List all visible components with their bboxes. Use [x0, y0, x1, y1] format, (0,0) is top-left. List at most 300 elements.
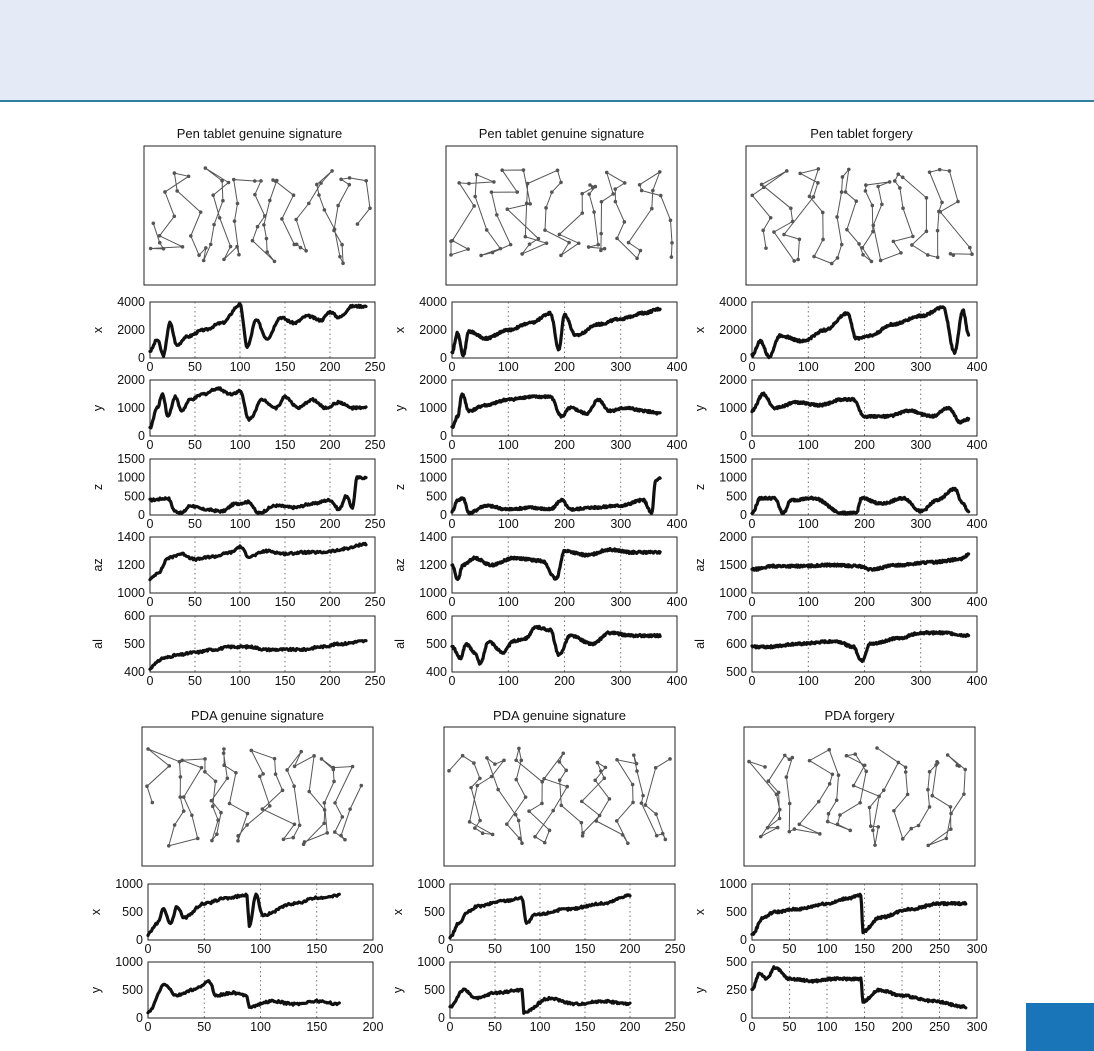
- signature-sample-point: [227, 181, 231, 185]
- signature-sample-point: [873, 843, 877, 847]
- signature-sample-point: [515, 190, 519, 194]
- x-tick-label: 200: [362, 1020, 384, 1034]
- signature-sample-point: [457, 181, 461, 185]
- signature-sample-point: [871, 204, 875, 208]
- y-axis-label: x: [393, 326, 407, 334]
- signature-sample-point: [817, 167, 821, 171]
- signature-sample-point: [202, 259, 206, 263]
- subplot-az: [693, 530, 987, 609]
- x-tick-label: 250: [364, 517, 386, 531]
- signature-sample-point: [479, 254, 483, 258]
- signature-sample-point: [798, 237, 802, 241]
- axis-frame: [450, 962, 675, 1018]
- signature-sample-point: [180, 759, 184, 763]
- signature-sample-point: [938, 168, 942, 172]
- x-tick-label: 200: [362, 942, 384, 956]
- signature-sample-point: [899, 251, 903, 255]
- signature-sample-point: [517, 819, 521, 823]
- y-tick-label: 1200: [117, 558, 145, 572]
- chart-title: Pen tablet forgery: [810, 126, 913, 141]
- x-tick-label: 200: [319, 438, 341, 452]
- x-tick-label: 250: [364, 360, 386, 374]
- signature-sample-point: [273, 757, 277, 761]
- signature-sample-point: [473, 826, 477, 830]
- x-tick-label: 400: [966, 595, 988, 609]
- x-tick-label: 0: [448, 517, 456, 531]
- signature-sample-point: [475, 173, 479, 177]
- signature-sample-point: [558, 760, 562, 764]
- signature-sample-point: [152, 221, 156, 225]
- y-axis-label: x: [91, 326, 105, 334]
- signature-sample-point: [517, 747, 521, 751]
- y-tick-label: 400: [124, 665, 145, 679]
- signature-sample-point: [812, 255, 816, 259]
- x-tick-label: 50: [488, 942, 502, 956]
- signature-sample-point: [340, 243, 344, 247]
- signature-sample-point: [493, 762, 497, 766]
- signature-sample-point: [567, 241, 571, 245]
- signature-sample-point: [336, 204, 340, 208]
- x-tick-label: 400: [666, 517, 688, 531]
- signature-sample-point: [598, 814, 602, 818]
- series-line: [450, 895, 630, 938]
- signature-sample-point: [518, 837, 522, 841]
- y-tick-label: 1000: [115, 877, 143, 891]
- signature-sample-point: [962, 792, 966, 796]
- x-tick-label: 100: [797, 674, 819, 688]
- signature-sample-point: [261, 772, 265, 776]
- signature-sample-point: [949, 812, 953, 816]
- signature-sample-point: [550, 190, 554, 194]
- signature-sample-point: [222, 763, 226, 767]
- signature-sample-point: [864, 769, 868, 773]
- signature-sample-point: [197, 253, 201, 257]
- subplot-x: [693, 877, 987, 956]
- y-tick-label: 0: [138, 508, 145, 522]
- signature-sample-point: [558, 233, 562, 237]
- y-axis-label: y: [693, 986, 707, 994]
- y-axis-label: az: [91, 558, 105, 572]
- signature-sample-point: [333, 801, 337, 805]
- y-tick-label: 0: [438, 933, 445, 947]
- signature-sample-point: [968, 246, 972, 250]
- signature-sample-point: [495, 213, 499, 217]
- signature-sample-point: [841, 175, 845, 179]
- signature-sample-point: [861, 253, 865, 257]
- signature-sample-point: [222, 747, 226, 751]
- signature-sample-point: [237, 253, 241, 257]
- signature-sample-point: [605, 171, 609, 175]
- x-tick-label: 200: [854, 438, 875, 452]
- y-tick-label: 500: [426, 637, 447, 651]
- signature-sample-point: [906, 793, 910, 797]
- signature-sample-point: [461, 754, 465, 758]
- x-tick-label: 300: [910, 595, 932, 609]
- signature-sample-point: [828, 782, 832, 786]
- signature-sample-point: [791, 756, 795, 760]
- signature-sample-point: [936, 256, 940, 260]
- signature-sample-point: [870, 260, 874, 264]
- signature-sample-point: [928, 770, 932, 774]
- signature-sample-point: [491, 251, 495, 255]
- y-tick-label: 2000: [419, 373, 447, 387]
- signature-sample-point: [835, 215, 839, 219]
- x-tick-label: 150: [854, 942, 875, 956]
- signature-sample-point: [863, 763, 867, 767]
- signature-sample-point: [221, 199, 225, 203]
- signature-sample-point: [661, 832, 665, 836]
- signature-sample-point: [838, 813, 842, 817]
- x-tick-label: 100: [529, 942, 551, 956]
- x-tick-label: 400: [966, 517, 988, 531]
- x-tick-label: 200: [319, 360, 341, 374]
- signature-sample-point: [228, 802, 232, 806]
- y-tick-label: 1400: [419, 530, 447, 544]
- x-tick-label: 300: [910, 438, 932, 452]
- x-tick-label: 50: [188, 595, 202, 609]
- series-line: [150, 544, 366, 580]
- signature-sample-point: [949, 805, 953, 809]
- x-tick-label: 0: [748, 595, 756, 609]
- y-tick-label: 600: [426, 609, 447, 623]
- signature-sample-point: [747, 760, 751, 764]
- signature-box: [144, 146, 375, 285]
- signature-sample-point: [926, 253, 930, 257]
- signature-sample-point: [175, 189, 179, 193]
- signature-sample-point: [925, 230, 929, 234]
- signature-sample-point: [294, 218, 298, 222]
- x-tick-label: 150: [574, 1020, 596, 1034]
- signature-sample-point: [604, 766, 608, 770]
- signature-sample-point: [564, 769, 568, 773]
- signature-sample-point: [196, 837, 200, 841]
- axis-frame: [450, 884, 675, 940]
- signature-sample-point: [182, 809, 186, 813]
- series-line: [150, 641, 366, 670]
- signature-sample-point: [588, 183, 592, 187]
- signature-sample-point: [253, 179, 257, 183]
- signature-sample-point: [274, 772, 278, 776]
- signature-sample-point: [268, 199, 272, 203]
- y-tick-label: 1000: [117, 586, 145, 600]
- signature-sample-point: [580, 211, 584, 215]
- signature-sample-point: [303, 840, 307, 844]
- subplot-y: [91, 373, 385, 452]
- signature-sample-point: [587, 245, 591, 249]
- x-tick-label: 100: [229, 360, 251, 374]
- y-tick-label: 4000: [719, 295, 747, 309]
- signature-sample-point: [332, 780, 336, 784]
- y-tick-label: 1000: [719, 470, 747, 485]
- signature-sample-point: [249, 749, 253, 753]
- signature-sample-point: [268, 804, 272, 808]
- signature-sample-point: [852, 784, 856, 788]
- signature-sample-point: [506, 207, 510, 211]
- x-tick-label: 200: [854, 595, 875, 609]
- signature-sample-point: [548, 829, 552, 833]
- signature-sample-point: [338, 255, 342, 259]
- x-tick-label: 150: [306, 942, 328, 956]
- x-tick-label: 0: [748, 517, 756, 531]
- chart-pen-forgery: [693, 126, 987, 688]
- y-axis-label: y: [393, 404, 407, 412]
- signature-sample-point: [528, 242, 532, 246]
- signature-sample-point: [631, 783, 635, 787]
- x-tick-label: 50: [782, 1020, 797, 1034]
- series-line: [452, 308, 660, 355]
- signature-sample-point: [187, 174, 191, 178]
- signature-sample-point: [291, 836, 295, 840]
- x-tick-label: 0: [146, 674, 154, 688]
- signature-sample-point: [502, 759, 506, 763]
- x-tick-label: 150: [574, 942, 596, 956]
- y-axis-label: y: [91, 404, 105, 412]
- signature-sample-point: [211, 193, 215, 197]
- signature-sample-point: [615, 758, 619, 762]
- signature-sample-point: [879, 259, 883, 263]
- signature-sample-point: [861, 246, 865, 250]
- signature-sample-point: [163, 190, 167, 194]
- signature-sample-point: [650, 207, 654, 211]
- x-tick-label: 50: [188, 438, 202, 452]
- axis-frame: [150, 537, 375, 593]
- signature-sample-point: [317, 193, 321, 197]
- signature-sample-point: [158, 234, 162, 238]
- y-tick-label: 500: [726, 489, 747, 504]
- signature-sample-point: [788, 758, 792, 762]
- signature-sample-point: [236, 839, 240, 843]
- subplot-x: [393, 295, 687, 374]
- signature-sample-point: [261, 807, 265, 811]
- y-axis-label: al: [91, 639, 105, 649]
- signature-sample-point: [485, 228, 489, 232]
- x-tick-label: 50: [197, 1020, 212, 1034]
- signature-sample-point: [359, 784, 363, 788]
- signature-sample-point: [956, 200, 960, 204]
- signature-sample-point: [265, 237, 269, 241]
- signature-sample-point: [600, 200, 604, 204]
- signature-sample-point: [872, 224, 876, 228]
- series-line: [452, 394, 660, 427]
- x-tick-label: 400: [666, 674, 688, 688]
- signature-sample-point: [322, 822, 326, 826]
- signature-sample-point: [528, 202, 532, 206]
- y-axis-label: x: [391, 908, 405, 916]
- y-tick-label: 2000: [117, 373, 145, 387]
- signature-sample-point: [817, 800, 821, 804]
- x-tick-label: 150: [854, 1020, 875, 1034]
- y-tick-label: 0: [138, 429, 145, 443]
- signature-sample-point: [190, 813, 194, 817]
- y-tick-label: 0: [440, 429, 447, 443]
- x-tick-label: 100: [797, 360, 819, 374]
- signature-sample-point: [793, 827, 797, 831]
- signature-sample-point: [559, 181, 563, 185]
- signature-sample-point: [853, 752, 857, 756]
- signature-sample-point: [178, 795, 182, 799]
- y-tick-label: 0: [138, 351, 145, 365]
- signature-sample-point: [556, 169, 560, 173]
- x-tick-label: 100: [497, 674, 519, 688]
- series-line: [150, 304, 366, 356]
- series-line: [752, 632, 969, 662]
- y-axis-label: az: [393, 558, 407, 572]
- y-tick-label: 500: [726, 905, 747, 919]
- signature-sample-point: [763, 765, 767, 769]
- signature-sample-point: [173, 823, 177, 827]
- signature-sample-point: [782, 233, 786, 237]
- signature-sample-point: [816, 181, 820, 185]
- x-tick-label: 0: [146, 517, 154, 531]
- x-tick-label: 50: [782, 942, 797, 956]
- signature-sample-point: [451, 239, 455, 243]
- x-tick-label: 200: [554, 517, 575, 531]
- signature-sample-point: [473, 195, 477, 199]
- chart-pda-genuine-1: [89, 708, 383, 1034]
- y-tick-label: 4000: [117, 295, 145, 309]
- signature-sample-point: [281, 789, 285, 793]
- signature-sample-point: [928, 805, 932, 809]
- x-tick-label: 300: [966, 942, 988, 956]
- x-tick-label: 150: [274, 674, 296, 688]
- signature-sample-point: [514, 778, 518, 782]
- signature-sample-point: [654, 766, 658, 770]
- signature-sample-point: [330, 169, 334, 173]
- signature-sample-point: [210, 799, 214, 803]
- y-tick-label: 1000: [417, 877, 445, 891]
- signature-sample-point: [472, 761, 476, 765]
- x-tick-label: 250: [364, 595, 386, 609]
- y-tick-label: 500: [424, 905, 445, 919]
- signature-sample-point: [845, 228, 849, 232]
- signature-sample-point: [651, 189, 655, 193]
- signature-sample-point: [639, 249, 643, 253]
- x-tick-label: 100: [797, 438, 819, 452]
- signature-sample-point: [236, 834, 240, 838]
- signature-sample-point: [940, 201, 944, 205]
- subplot-z: [393, 452, 687, 531]
- signature-sample-point: [925, 196, 929, 200]
- signature-sample-point: [831, 772, 835, 776]
- y-tick-label: 600: [726, 637, 747, 651]
- signature-sample-point: [623, 181, 627, 185]
- subplot-x: [391, 877, 685, 956]
- signature-sample-point: [368, 206, 372, 210]
- y-axis-label: x: [89, 908, 103, 916]
- signature-sample-point: [323, 801, 327, 805]
- signature-sample-point: [222, 258, 226, 262]
- signature-sample-point: [496, 788, 500, 792]
- signature-sample-point: [475, 784, 479, 788]
- x-tick-label: 300: [610, 360, 632, 374]
- x-tick-label: 0: [448, 595, 456, 609]
- signature-sample-point: [909, 827, 913, 831]
- signature-sample-point: [776, 826, 780, 830]
- subplot-z: [91, 452, 385, 531]
- signature-sample-point: [897, 761, 901, 765]
- signature-sample-point: [599, 769, 603, 773]
- signature-sample-point: [766, 826, 770, 830]
- signature-sample-point: [594, 185, 598, 189]
- signature-sample-point: [320, 757, 324, 761]
- signature-sample-point: [565, 785, 569, 789]
- y-tick-label: 0: [740, 351, 747, 365]
- signature-sample-point: [533, 835, 537, 839]
- subplot-al: [393, 609, 687, 688]
- x-tick-label: 100: [250, 1020, 271, 1034]
- chart-pda-forgery: [693, 708, 987, 1034]
- signature-sample-point: [189, 234, 193, 238]
- signature-sample-point: [212, 223, 216, 227]
- x-tick-label: 0: [446, 1020, 454, 1034]
- series-line: [752, 554, 969, 570]
- signature-sample-point: [468, 820, 472, 824]
- signature-sample-point: [761, 229, 765, 233]
- signature-sample-point: [524, 795, 528, 799]
- x-tick-label: 250: [929, 1020, 950, 1034]
- signature-sample-point: [952, 253, 956, 257]
- signature-sample-point: [162, 247, 166, 251]
- y-tick-label: 1200: [419, 558, 447, 572]
- signature-sample-point: [837, 773, 841, 777]
- y-axis-label: y: [391, 986, 405, 994]
- x-tick-label: 250: [664, 942, 686, 956]
- signature-sample-point: [840, 190, 844, 194]
- signature-sample-point: [500, 168, 504, 172]
- signature-sample-point: [608, 797, 612, 801]
- y-tick-label: 1000: [419, 586, 447, 600]
- signature-sample-point: [640, 189, 644, 193]
- signature-sample-point: [203, 757, 207, 761]
- signature-sample-point: [490, 775, 494, 779]
- signature-sample-point: [791, 220, 795, 224]
- signature-sample-point: [232, 178, 236, 182]
- signature-sample-point: [282, 838, 286, 842]
- signature-sample-point: [896, 172, 900, 176]
- signature-sample-point: [339, 834, 343, 838]
- signature-sample-point: [323, 208, 327, 212]
- signature-sample-point: [256, 225, 260, 229]
- x-tick-label: 200: [854, 517, 875, 531]
- signature-box: [746, 146, 977, 285]
- signature-sample-point: [214, 779, 218, 783]
- signature-sample-point: [558, 778, 562, 782]
- signature-sample-point: [580, 192, 584, 196]
- y-tick-label: 0: [136, 933, 143, 947]
- series-line: [148, 981, 339, 1013]
- signature-sample-point: [848, 829, 852, 833]
- signature-sample-point: [930, 794, 934, 798]
- signature-sample-point: [447, 769, 451, 773]
- signature-sample-point: [265, 250, 269, 254]
- x-tick-label: 300: [610, 595, 632, 609]
- signature-sample-point: [857, 242, 861, 246]
- signature-sample-point: [946, 753, 950, 757]
- x-tick-label: 200: [554, 438, 575, 452]
- x-tick-label: 400: [666, 360, 688, 374]
- signature-sample-point: [627, 241, 631, 245]
- signature-sample-point: [522, 168, 526, 172]
- signature-sample-point: [146, 747, 150, 751]
- chart-pen-genuine-2: [393, 126, 687, 688]
- signature-sample-point: [880, 203, 884, 207]
- signature-sample-point: [882, 788, 886, 792]
- x-tick-label: 150: [274, 595, 296, 609]
- signature-sample-point: [490, 190, 494, 194]
- signature-sample-point: [892, 240, 896, 244]
- chart-title: Pen tablet genuine signature: [478, 126, 645, 141]
- subplot-x: [693, 295, 987, 374]
